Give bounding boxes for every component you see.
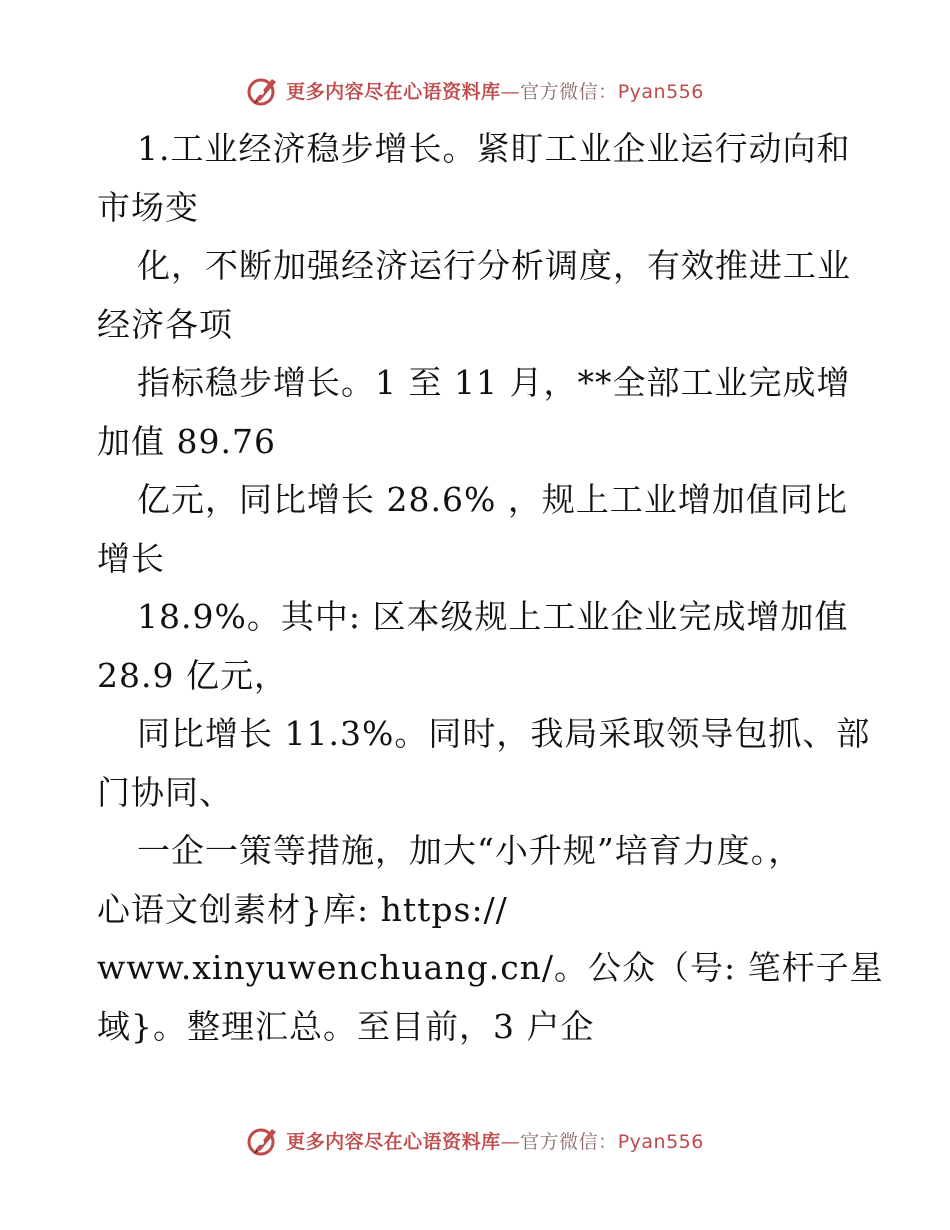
body-line: 经济各项: [97, 304, 233, 344]
header-dash: —: [500, 80, 521, 103]
quill-pen-logo-icon: [246, 1123, 280, 1157]
footer-banner-text: [286, 1127, 704, 1154]
header-wechat-label: 官方微信：: [520, 80, 618, 103]
header-wechat-id: Pyan556: [617, 80, 704, 103]
body-line: www.xinyuwenchuang.cn/。公众（号: 笔杆子星: [97, 948, 884, 987]
body-line: 指标稳步增长。1 至 11 月，**全部工业完成增: [137, 363, 851, 402]
body-line: 18.9%。其中: 区本级规上工业企业完成增加值: [137, 597, 849, 636]
header-banner-inner: [246, 73, 704, 107]
quill-pen-logo-icon: [246, 73, 280, 107]
footer-banner-inner: [246, 1123, 704, 1157]
body-line: 市场变: [97, 187, 199, 227]
body-line: 28.9 亿元，: [97, 655, 288, 695]
footer-site-text: 更多内容尽在心语资料库: [286, 1130, 501, 1153]
footer-dash: —: [500, 1130, 521, 1153]
body-line: 化，不断加强经济运行分析调度，有效推进工业: [137, 246, 851, 285]
body-line: 域}。整理汇总。至目前，3 户企: [97, 1006, 595, 1046]
body-line: 亿元，同比增长 28.6% ，规上工业增加值同比: [137, 480, 848, 519]
body-line: 1.工业经济稳步增长。紧盯工业企业运行动向和: [137, 129, 851, 168]
footer-banner: [0, 1120, 950, 1160]
body-line: 一企一策等措施，加大“小升规”培育力度。，: [137, 831, 803, 870]
body-line: 心语文创素材}库: https://: [97, 889, 508, 929]
header-banner-text: [286, 77, 704, 104]
document-body: [97, 120, 884, 1056]
header-banner: [0, 70, 950, 110]
footer-wechat-label: 官方微信：: [520, 1130, 618, 1153]
body-line: 加值 89.76: [97, 421, 276, 461]
footer-wechat-id: Pyan556: [617, 1130, 704, 1153]
body-line: 增长: [97, 538, 165, 578]
header-site-text: 更多内容尽在心语资料库: [286, 80, 501, 103]
body-line: 门协同、: [97, 772, 233, 812]
body-line: 同比增长 11.3%。同时，我局采取领导包抓、部: [137, 714, 871, 753]
